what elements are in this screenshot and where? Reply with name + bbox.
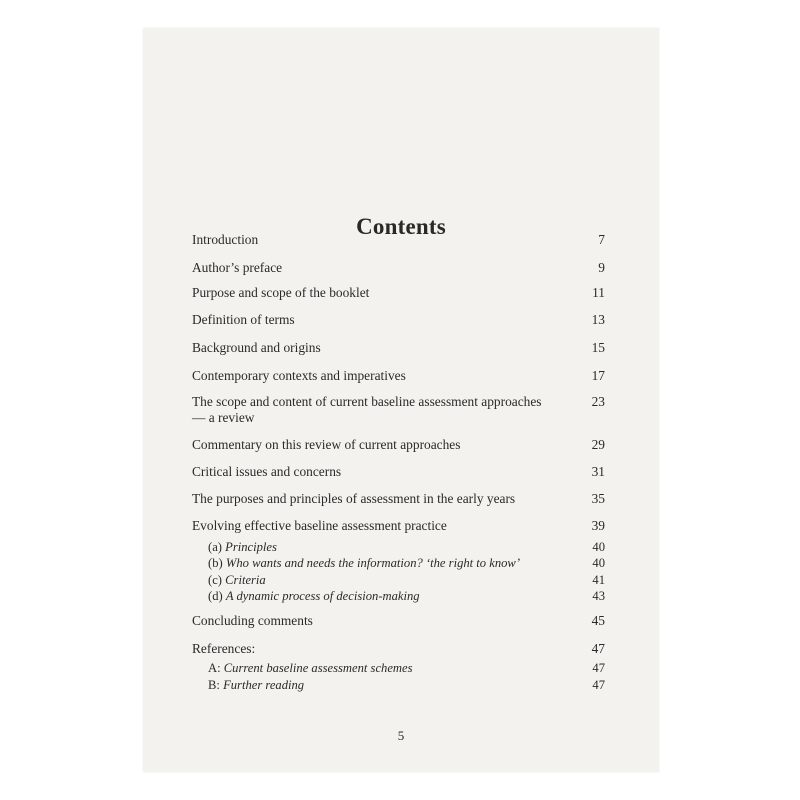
toc-entry-page: 15 <box>591 340 605 355</box>
contents-heading: Contents <box>356 214 446 239</box>
toc-subentry-page: 47 <box>592 678 605 692</box>
toc-entry-page: 13 <box>591 312 605 327</box>
toc-entry-page: 9 <box>598 260 605 275</box>
table-of-contents <box>192 28 605 772</box>
toc-subentry-marker: (b) <box>208 556 223 570</box>
toc-entry-label: Critical issues and concerns <box>192 464 342 479</box>
toc-subentry-marker: B: <box>208 678 220 692</box>
toc-subentry-title: Further reading <box>223 678 305 692</box>
toc-entry-label: Contemporary contexts and imperatives <box>192 368 406 383</box>
toc-entry-page: 29 <box>591 437 605 452</box>
toc-subentry-page: 40 <box>592 556 605 570</box>
book-page <box>143 28 659 772</box>
toc-subentry-page: 47 <box>592 661 605 675</box>
toc-subentry-marker: (d) <box>208 589 223 603</box>
toc-subentry-label <box>208 540 588 554</box>
toc-entry-label: Evolving effective baseline assessment practice <box>192 518 447 533</box>
toc-subentry-page: 40 <box>592 540 605 554</box>
toc-subentry-title: A dynamic process of decision-making <box>225 589 420 603</box>
toc-entry-page: 7 <box>598 232 605 247</box>
toc-subentry-label <box>208 573 588 587</box>
toc-subentry-title: Criteria <box>225 573 266 587</box>
toc-subentry-title: Principles <box>225 540 277 554</box>
toc-entry-label: Definition of terms <box>192 312 295 327</box>
toc-entry-page: 45 <box>591 613 605 628</box>
toc-subentry-label <box>208 589 588 603</box>
toc-entry-label: Introduction <box>192 232 259 247</box>
toc-entry-label: Concluding comments <box>192 613 313 628</box>
toc-entry-page: 47 <box>591 641 605 656</box>
toc-subentry-label <box>208 661 588 675</box>
toc-entry-label: Background and origins <box>192 340 321 355</box>
toc-subentry-page: 43 <box>592 589 605 603</box>
toc-entry-label-continued: — a review <box>192 410 255 425</box>
toc-subentry-marker: (a) <box>208 540 222 554</box>
toc-subentry-marker: A: <box>208 661 221 675</box>
toc-entry-label: The purposes and principles of assessment in the early years <box>192 491 516 506</box>
toc-entry-page: 23 <box>591 394 605 409</box>
toc-entry-label: The scope and content of current baseline assessment approaches <box>192 394 542 409</box>
toc-subentry-marker: (c) <box>208 573 222 587</box>
toc-subentry-title: Current baseline assessment schemes <box>223 661 413 675</box>
toc-entry-page: 17 <box>591 368 605 383</box>
toc-entry-page: 35 <box>591 491 605 506</box>
toc-subentry-title: Who wants and needs the information? ‘the right to know’ <box>225 556 521 570</box>
toc-subentry-label <box>208 678 588 692</box>
toc-entry-label: Author’s preface <box>192 260 283 275</box>
toc-entry-label: References: <box>192 641 256 656</box>
toc-entry-page: 11 <box>592 285 605 300</box>
toc-subentry-page: 41 <box>592 573 605 587</box>
toc-entry-page: 31 <box>591 464 605 479</box>
page-number: 5 <box>397 728 405 743</box>
toc-subentry-label <box>208 556 588 570</box>
toc-entry-label: Purpose and scope of the booklet <box>192 285 370 300</box>
toc-entry-page: 39 <box>591 518 605 533</box>
toc-entry-label: Commentary on this review of current approaches <box>192 437 461 452</box>
